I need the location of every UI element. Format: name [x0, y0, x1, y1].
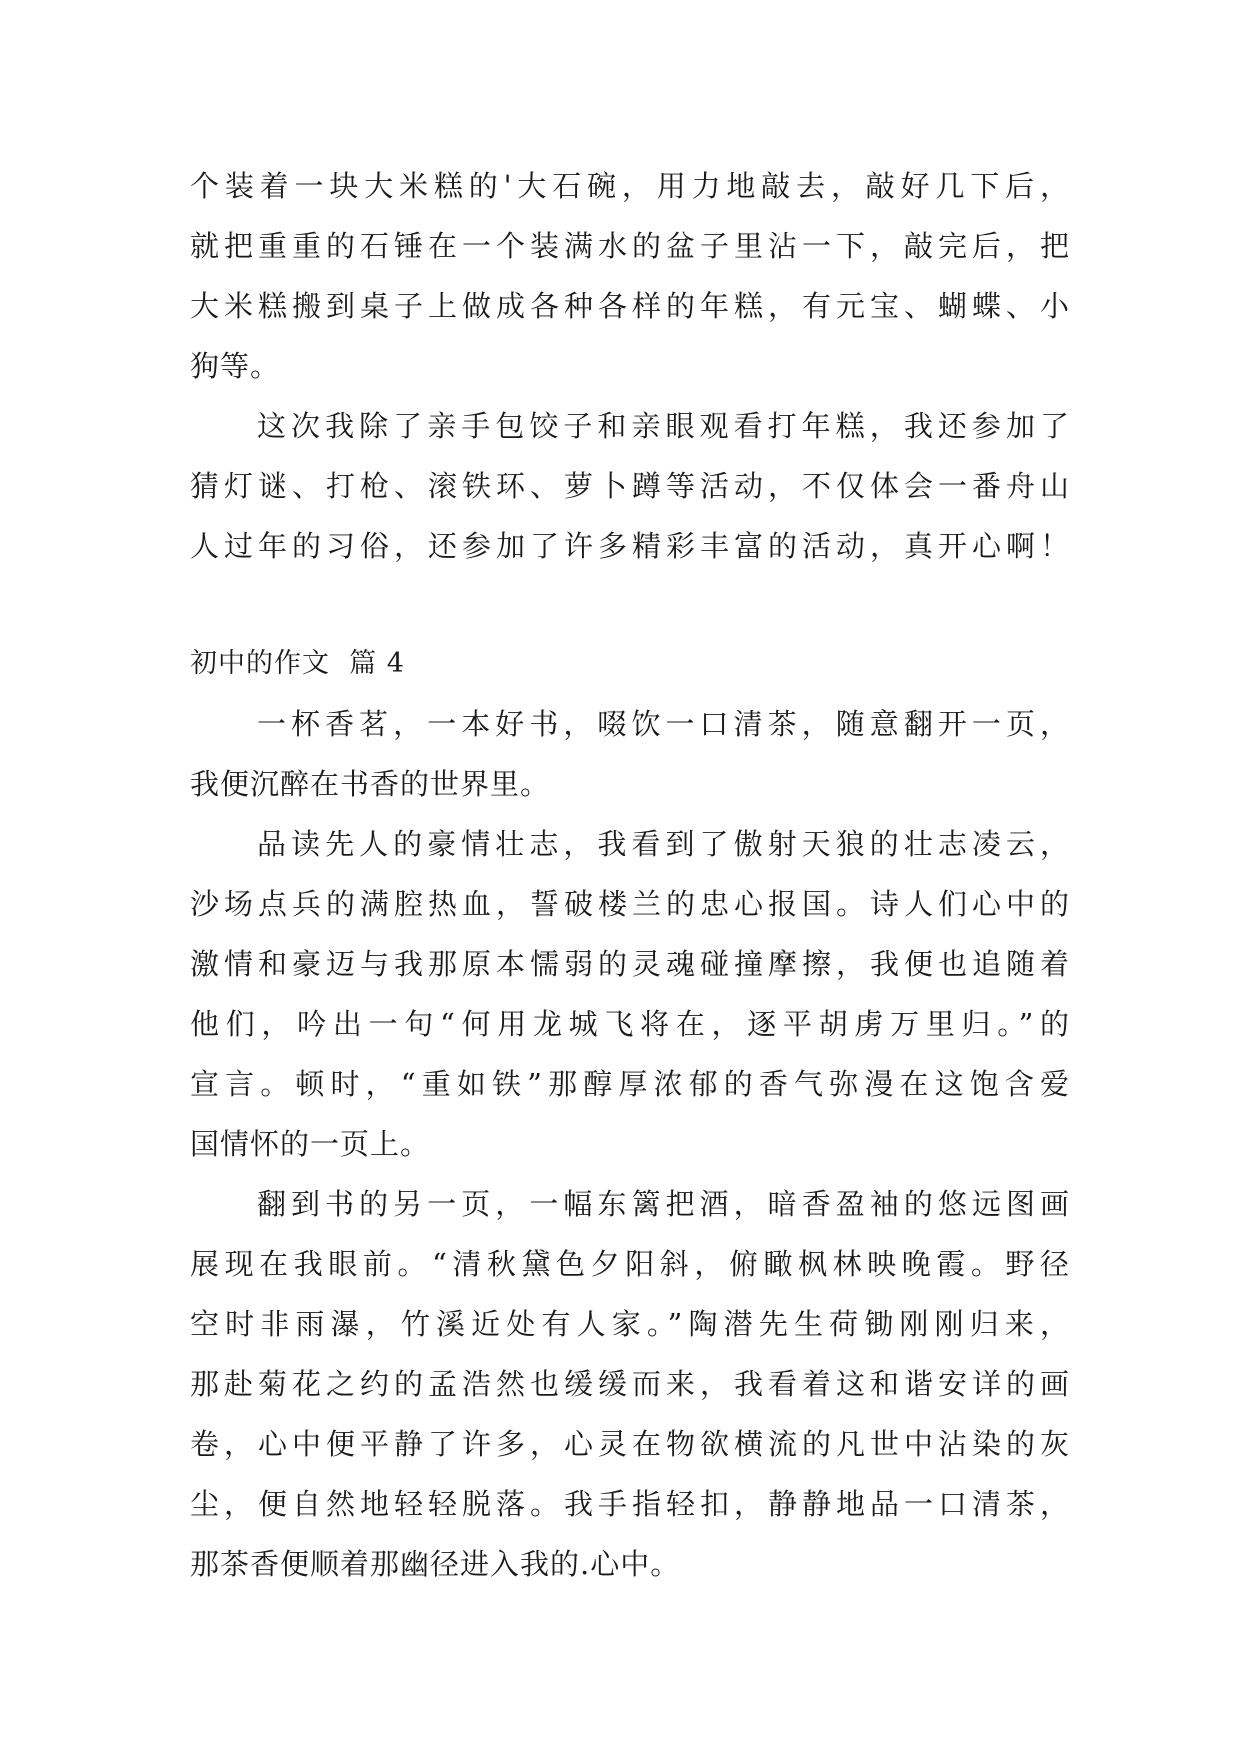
paragraph-3-line-2: 我便沉醉在书香的世界里。: [190, 767, 551, 801]
paragraph-4-line-5: 宣言。顿时，“重如铁”那醇厚浓郁的香气弥漫在这饱含爱: [190, 1067, 1070, 1101]
paragraph-5-line-6: 尘，便自然地轻轻脱落。我手指轻扣，静静地品一口清茶，: [190, 1487, 1070, 1521]
paragraph-4-line-1: 品读先人的豪情壮志，我看到了傲射天狼的壮志凌云，: [257, 827, 1070, 861]
paragraph-2-line-1: 这次我除了亲手包饺子和亲眼观看打年糕，我还参加了: [257, 409, 1070, 443]
paragraph-1-line-2: 就把重重的石锤在一个装满水的盆子里沾一下，敲完后，把: [190, 229, 1070, 263]
paragraph-5-line-2: 展现在我眼前。“清秋黛色夕阳斜，俯瞰枫林映晚霞。野径: [190, 1247, 1070, 1281]
paragraph-1-line-4: 狗等。: [190, 349, 281, 383]
paragraph-3-line-1: 一杯香茗，一本好书，啜饮一口清茶，随意翻开一页，: [257, 707, 1070, 741]
paragraph-4-line-3: 激情和豪迈与我那原本懦弱的灵魂碰撞摩擦，我便也追随着: [190, 947, 1070, 981]
paragraph-5-line-4: 那赴菊花之约的孟浩然也缓缓而来，我看着这和谐安详的画: [190, 1367, 1070, 1401]
paragraph-2-line-3: 人过年的习俗，还参加了许多精彩丰富的活动，真开心啊！: [190, 529, 1070, 563]
paragraph-4-line-2: 沙场点兵的满腔热血，誓破楼兰的忠心报国。诗人们心中的: [190, 887, 1070, 921]
paragraph-4-line-6: 国情怀的一页上。: [190, 1127, 431, 1161]
section-heading: 初中的作文 篇 4: [190, 648, 405, 679]
paragraph-5-line-7: 那茶香便顺着那幽径进入我的.心中。: [190, 1547, 681, 1581]
paragraph-5-line-5: 卷，心中便平静了许多，心灵在物欲横流的凡世中沾染的灰: [190, 1427, 1070, 1461]
paragraph-2-line-2: 猜灯谜、打枪、滚铁环、萝卜蹲等活动，不仅体会一番舟山: [190, 469, 1070, 503]
paragraph-5-line-3: 空时非雨瀑，竹溪近处有人家。”陶潜先生荷锄刚刚归来，: [190, 1307, 1070, 1341]
paragraph-5-line-1: 翻到书的另一页，一幅东篱把酒，暗香盈袖的悠远图画: [257, 1187, 1070, 1221]
paragraph-4-line-4: 他们，吟出一句“何用龙城飞将在，逐平胡虏万里归。”的: [190, 1007, 1070, 1041]
paragraph-1-line-3: 大米糕搬到桌子上做成各种各样的年糕，有元宝、蝴蝶、小: [190, 289, 1070, 323]
paragraph-1-line-1: 个装着一块大米糕的'大石碗，用力地敲去，敲好几下后，: [190, 169, 1070, 203]
